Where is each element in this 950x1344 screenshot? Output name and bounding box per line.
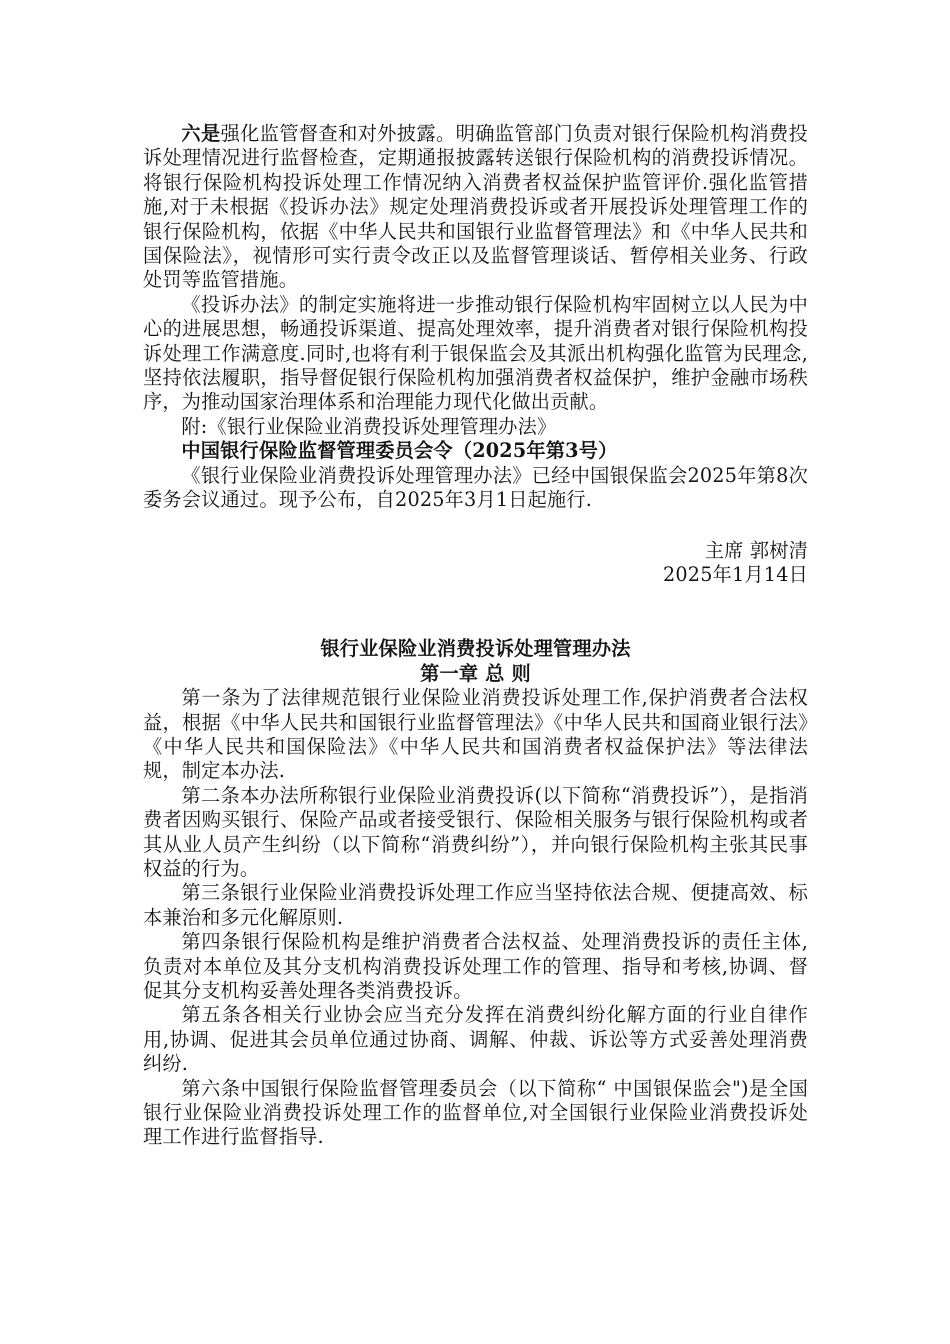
item-text: 强化监管督查和对外披露。明确监管部门负责对银行保险机构消费投诉处理情况进行监督检查，定期通报披露转送银行保险机构的消费投诉情况。将银行保险机构投诉处理工作情况纳入消费者权益保护监管评价.强化监管措施,对于未根据《投诉办法》规定处理消费投诉或者开展投诉处理管理工作的银行保险机构，依据《中华人民共和国银行业监督管理法》和《中华人民共和国保险法》，视情形可实行责令改正以及监督管理谈话、暂停相关业务、行政处罚等监管措施。	[143, 122, 809, 292]
measures-title: 银行业保险业消费投诉处理管理办法	[320, 637, 631, 661]
decree-date: 2025年1月14日	[662, 562, 808, 586]
article-1: 第一条为了法律规范银行业保险业消费投诉处理工作,保护消费者合法权益，根据《中华人民共和国银行业监督管理法》《中华人民共和国商业银行法》《中华人民共和国保险法》《中华人民共和国消费者权益保护法》等法律法规，制定本办法.	[143, 686, 808, 783]
article-2: 第二条本办法所称银行业保险业消费投诉(以下简称“消费投诉”），是指消费者因购买银行、保险产品或者接受银行、保险相关服务与银行保险机构或者其从业人员产生纠纷（以下简称“消费纠纷”），并向银行保险机构主张其民事权益的行为。	[143, 783, 808, 880]
decree-body: 《银行业保险业消费投诉处理管理办法》已经中国银保监会2025年第8次委务会议通过。现予公布，自2025年3月1日起施行.	[143, 463, 808, 512]
chapter-heading: 第一章 总 则	[420, 661, 531, 685]
article-3: 第三条银行业保险业消费投诉处理工作应当坚持依法合规、便捷高效、标本兼治和多元化解原则.	[143, 881, 808, 929]
paragraph-item-six	[143, 122, 808, 293]
article-4: 第四条银行保险机构是维护消费者合法权益、处理消费投诉的责任主体,负责对本单位及其分支机构消费投诉处理工作的管理、指导和考核,协调、督促其分支机构妥善处理各类消费投诉。	[143, 930, 808, 1002]
spacer	[143, 513, 808, 539]
decree-title: 中国银行保险监督管理委员会令（2025年第3号）	[181, 439, 618, 463]
item-lead: 六是	[181, 122, 221, 145]
paragraph-significance: 《投诉办法》的制定实施将进一步推动银行保险机构牢固树立以人民为中心的进展思想，畅通投诉渠道、提高处理效率，提升消费者对银行保险机构投诉处理工作满意度.同时,也将有利于银保监会及其派出机构强化监管为民理念,坚持依法履职，指导督促银行保险机构加强消费者权益保护，维护金融市场秩序，为推动国家治理体系和治理能力现代化做出贡献。	[143, 292, 808, 414]
attachment-note: 附:《银行业保险业消费投诉处理管理办法》	[181, 414, 557, 438]
decree-signer: 主席 郭树清	[704, 538, 808, 562]
article-5: 第五条各相关行业协会应当充分发挥在消费纠纷化解方面的行业自律作用,协调、促进其会员单位通过协商、调解、仲裁、诉讼等方式妥善处理消费纠纷.	[143, 1003, 808, 1076]
spacer	[143, 587, 808, 637]
document-body	[143, 122, 808, 1150]
article-6: 第六条中国银行保险监督管理委员会（以下简称“ 中国银保监会")是全国银行业保险业消费投诉处理工作的监督单位,对全国银行业保险业消费投诉处理工作进行监督指导.	[143, 1076, 808, 1149]
